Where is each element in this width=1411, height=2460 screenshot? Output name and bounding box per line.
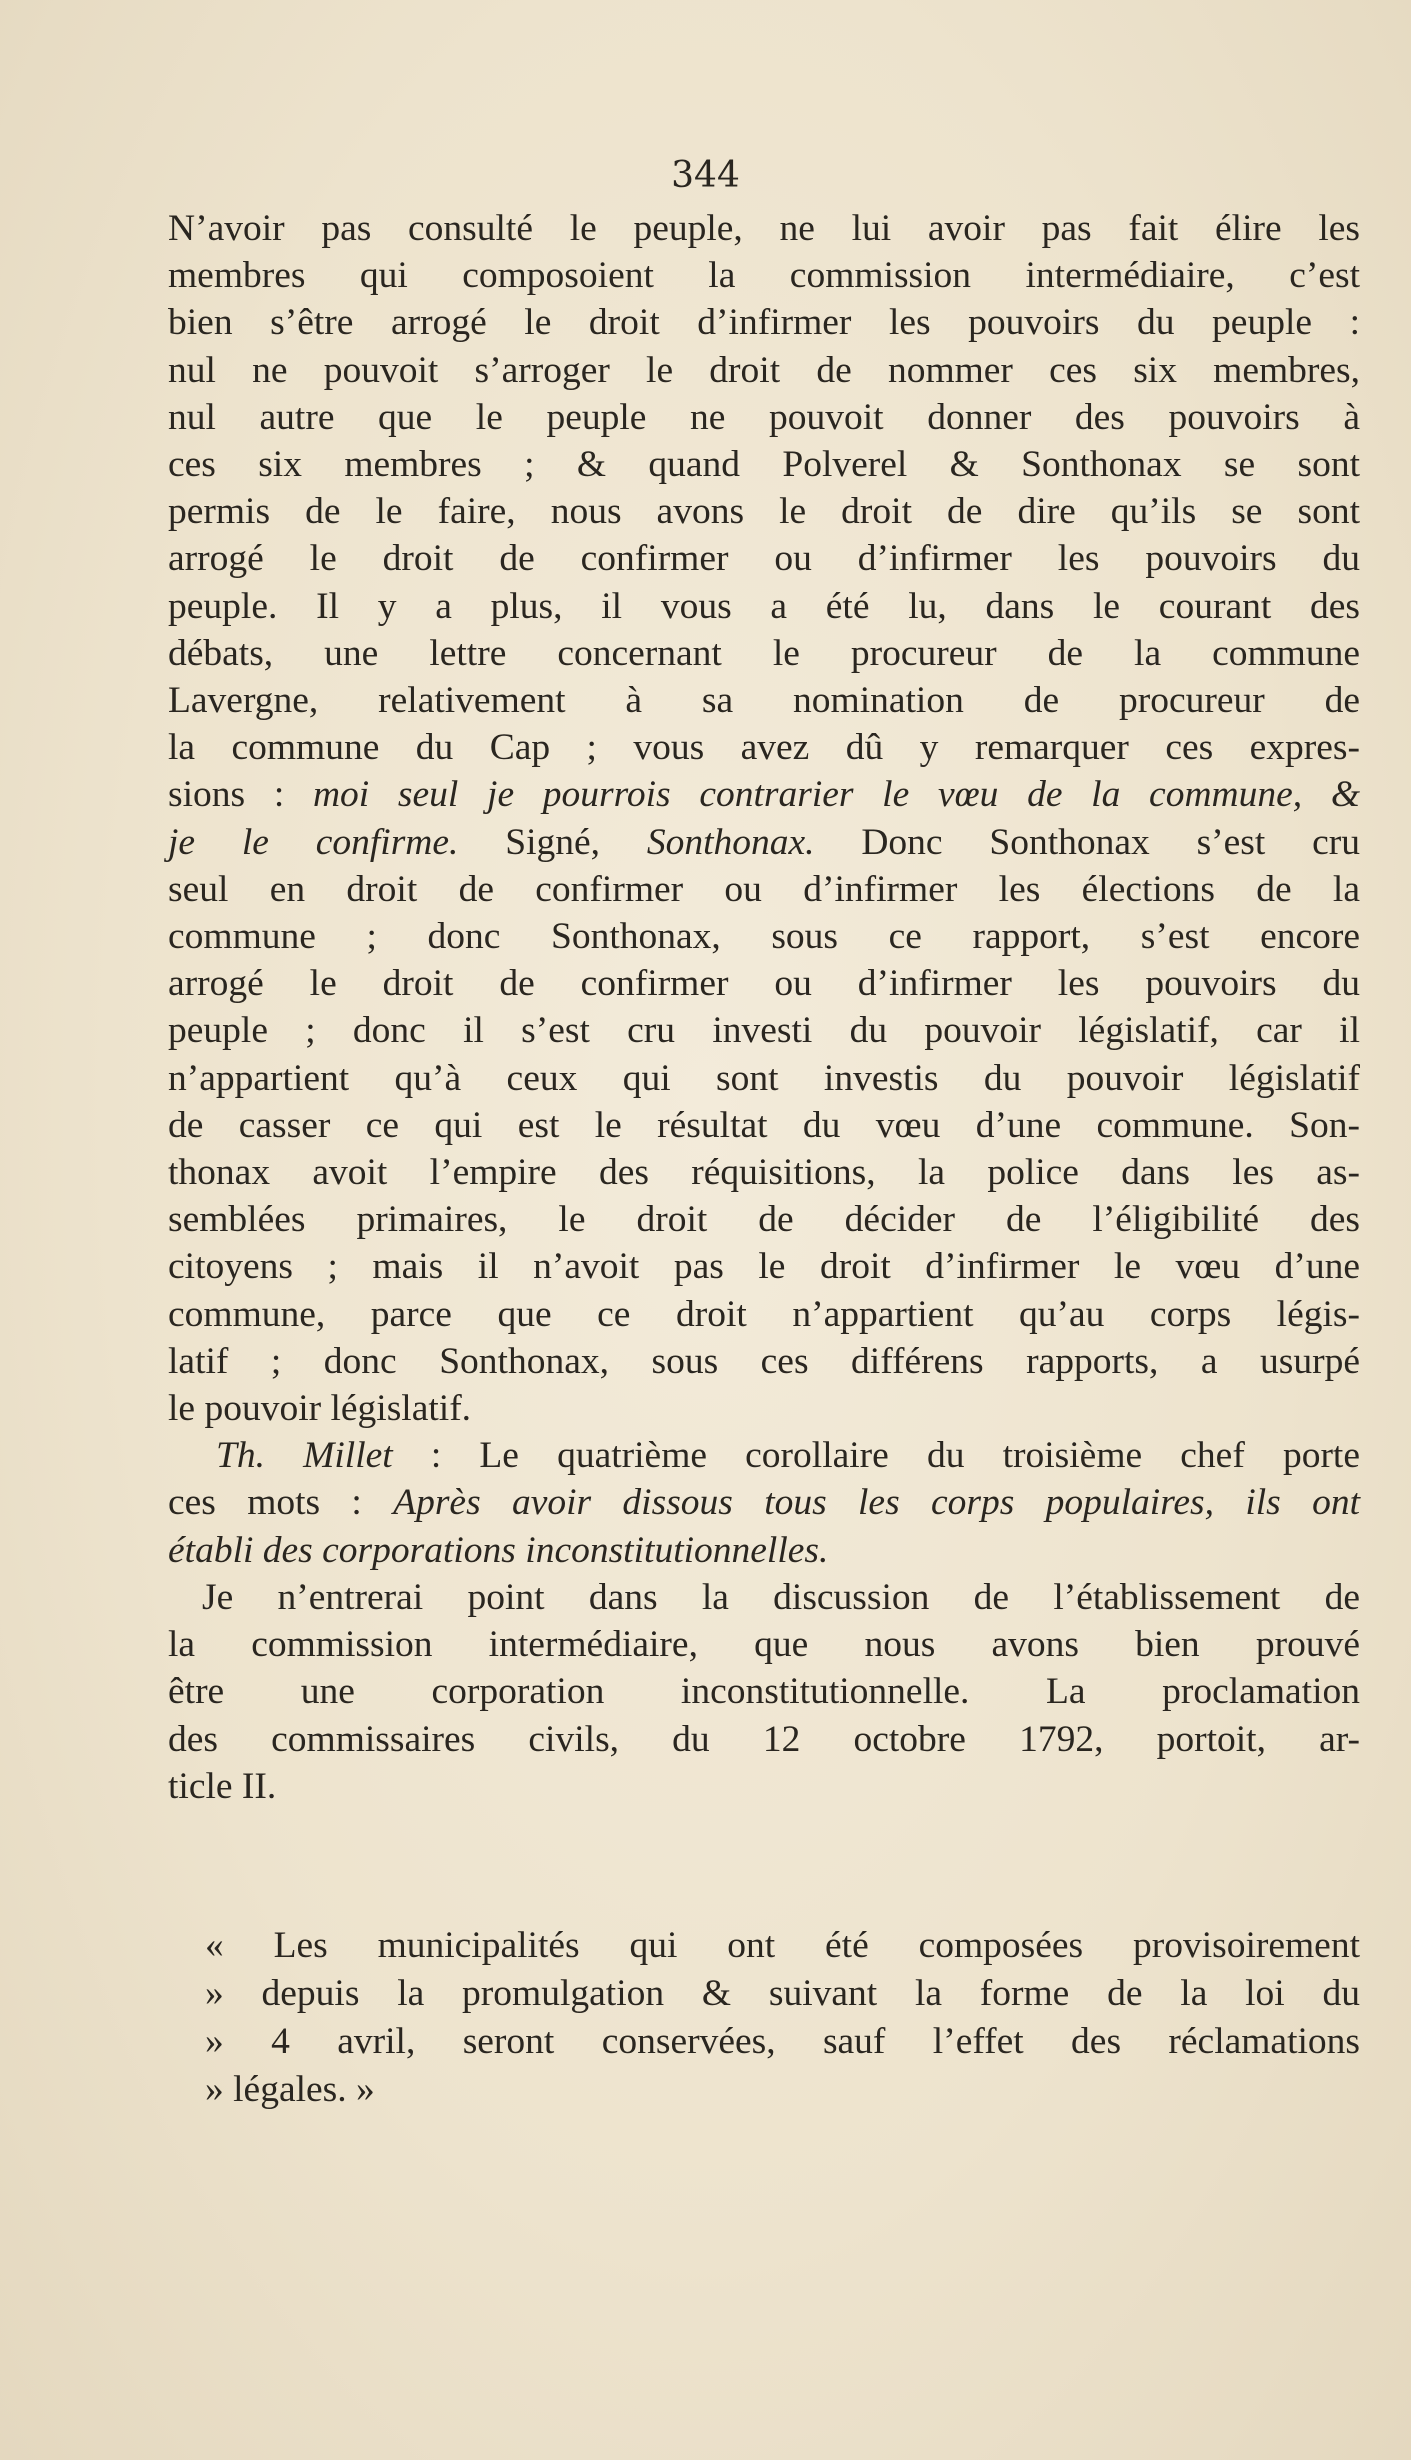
- text-line: [168, 1432, 1360, 1479]
- text-line: thonax avoit l’empire des réquisitions, la police dans les as-: [168, 1152, 1360, 1194]
- text-line: latif ; donc Sonthonax, sous ces différens rapports, a usurpé: [168, 1340, 1360, 1382]
- text-line: le pouvoir législatif.: [168, 1388, 472, 1430]
- text-line: arrogé le droit de confirmer ou d’infirmer les pouvoirs du: [168, 963, 1360, 1005]
- text-line: [168, 819, 1360, 866]
- quote-line: » légales. »: [205, 2069, 375, 2110]
- text-line: ticle II.: [168, 1765, 277, 1807]
- quoted-article: [205, 1922, 1360, 2114]
- speaker-name: Th. Millet: [216, 1435, 393, 1477]
- text-run: sions :: [168, 774, 285, 816]
- italic-quote: moi seul je pourrois contrarier le vœu de la commune, &: [312, 774, 1360, 816]
- text-run: : Le quatrième corollaire du troisième chef porte: [392, 1435, 1360, 1477]
- italic-quote: je le confirme.: [168, 821, 459, 863]
- text-run: ces mots :: [168, 1482, 362, 1524]
- italic-quote: Après avoir dissous tous les corps populaires, ils ont: [393, 1482, 1360, 1524]
- text-line: citoyens ; mais il n’avoit pas le droit d’infirmer le vœu d’une: [168, 1246, 1360, 1288]
- quote-line: » depuis la promulgation & suivant la forme de la loi du: [205, 1973, 1360, 2014]
- text-line: [168, 771, 1360, 818]
- text-line: permis de le faire, nous avons le droit de dire qu’ils se sont: [168, 491, 1360, 533]
- text-line: être une corporation inconstitutionnelle. La proclamation: [168, 1671, 1360, 1713]
- text-line: établi des corporations inconstitutionnelles.: [168, 1529, 829, 1571]
- body-text: [168, 205, 1360, 1810]
- text-line: arrogé le droit de confirmer ou d’infirmer les pouvoirs du: [168, 538, 1360, 580]
- page-number: 344: [671, 155, 740, 196]
- text-line: N’avoir pas consulté le peuple, ne lui avoir pas fait élire les: [168, 208, 1360, 249]
- text-line: la commune du Cap ; vous avez dû y remarquer ces expres-: [168, 727, 1360, 769]
- text-line: peuple. Il y a plus, il vous a été lu, dans le courant des: [168, 585, 1360, 627]
- text-line: ces six membres ; & quand Polverel & Sonthonax se sont: [168, 444, 1360, 486]
- text-line: peuple ; donc il s’est cru investi du pouvoir législatif, car il: [168, 1010, 1360, 1052]
- text-line: nul autre que le peuple ne pouvoit donner des pouvoirs à: [168, 396, 1360, 438]
- text-line: commune, parce que ce droit n’appartient qu’au corps légis-: [168, 1293, 1360, 1335]
- text-line: commune ; donc Sonthonax, sous ce rapport, s’est encore: [168, 916, 1360, 958]
- text-line: semblées primaires, le droit de décider de l’éligibilité des: [168, 1199, 1360, 1241]
- text-line: la commission intermédiaire, que nous avons bien prouvé: [168, 1624, 1360, 1666]
- text-line: débats, une lettre concernant le procureur de la commune: [168, 632, 1360, 674]
- text-line: Lavergne, relativement à sa nomination de procureur de: [168, 680, 1360, 722]
- italic-signature: Sonthonax.: [646, 821, 815, 863]
- quote-line: « Les municipalités qui ont été composées provisoirement: [205, 1925, 1360, 1966]
- text-line: [168, 1479, 1360, 1526]
- text-line: seul en droit de confirmer ou d’infirmer les élections de la: [168, 868, 1360, 910]
- text-line: bien s’être arrogé le droit d’infirmer les pouvoirs du peuple :: [168, 302, 1360, 344]
- quote-line: » 4 avril, seront conservées, sauf l’effet des réclamations: [205, 2021, 1360, 2062]
- text-run: Signé,: [458, 821, 647, 863]
- text-line: de casser ce qui est le résultat du vœu d’une commune. Son-: [168, 1104, 1360, 1146]
- text-line: nul ne pouvoit s’arroger le droit de nommer ces six membres,: [168, 349, 1360, 391]
- text-run: Donc Sonthonax s’est cru: [814, 821, 1361, 863]
- text-line: des commissaires civils, du 12 octobre 1792, portoit, ar-: [168, 1718, 1360, 1760]
- text-line: Je n’entrerai point dans la discussion de l’établissement de: [202, 1576, 1360, 1618]
- text-line: n’appartient qu’à ceux qui sont investis du pouvoir législatif: [168, 1057, 1360, 1099]
- text-line: membres qui composoient la commission intermédiaire, c’est: [168, 255, 1360, 297]
